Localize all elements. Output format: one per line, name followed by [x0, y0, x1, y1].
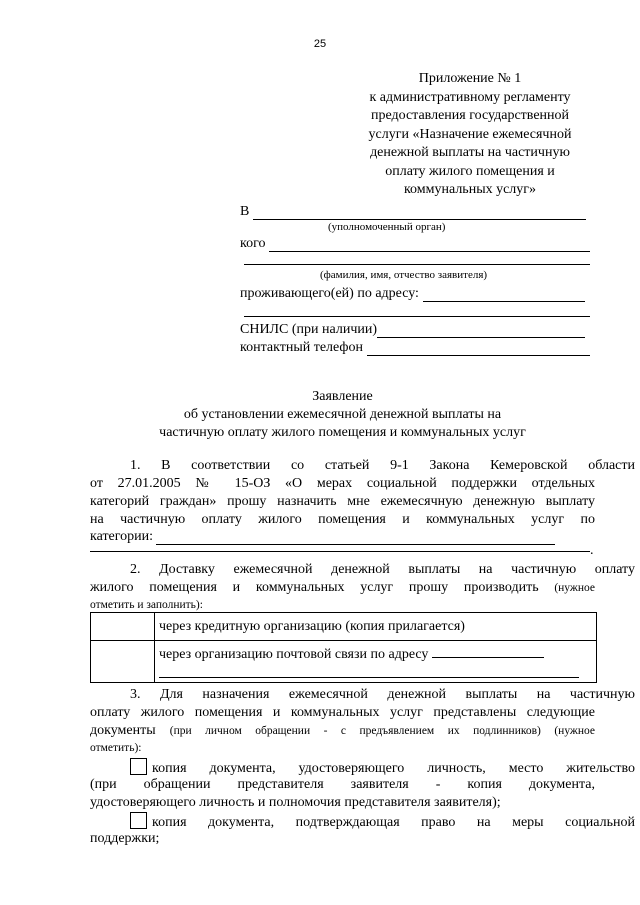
to-label: В: [240, 204, 250, 219]
to-caption: (уполномоченный орган): [328, 221, 446, 233]
rights-doc-line: поддержки;: [90, 831, 160, 846]
category-field[interactable]: [156, 532, 555, 545]
post-option-label: через организацию почтовой связи по адресу: [159, 647, 429, 662]
section3-line: оплату жилого помещения и коммунальных услуг представлены следующие: [90, 705, 595, 720]
address-block: [240, 200, 590, 360]
category-end-mark: .: [590, 543, 594, 558]
from-row: [240, 234, 590, 252]
post-address-field[interactable]: [432, 645, 544, 658]
section2-line: [90, 579, 595, 598]
bank-checkbox-cell[interactable]: [91, 613, 155, 641]
section3-line3-main: документы: [90, 723, 156, 738]
document-title: [90, 388, 595, 442]
section3-line: [90, 722, 595, 741]
section1-line: от 27.01.2005 № 15-ОЗ «О мерах социальной поддержки отдельных: [90, 476, 595, 491]
title-line: частичную оплату жилого помещения и коммунальных услуг: [159, 425, 526, 440]
section3-line3-note: (при личном обращении - с предъявлением их подлинников) (нужное: [169, 725, 596, 737]
appendix-line: денежной выплаты на частичную: [370, 145, 570, 160]
appendix-line: предоставления государственной: [370, 108, 570, 123]
identity-doc-line: удостоверяющего личность и полномочия представителя заявителя);: [90, 795, 501, 810]
snils-row: [240, 320, 585, 338]
title-line: Заявление: [312, 389, 373, 404]
phone-row: [240, 338, 590, 356]
identity-doc-item: [90, 758, 635, 778]
appendix-line: коммунальных услуг»: [403, 182, 537, 197]
post-checkbox-cell[interactable]: [91, 641, 155, 683]
from-field[interactable]: [269, 238, 590, 252]
delivery-options-table: [90, 612, 597, 683]
residence-row: [240, 284, 585, 302]
appendix-header: [350, 70, 590, 200]
to-row: [240, 202, 590, 220]
identity-doc-checkbox[interactable]: [130, 758, 147, 775]
section3-line: 3. Для назначения ежемесячной денежной выплаты на частичную: [130, 687, 635, 702]
snils-field[interactable]: [377, 324, 585, 338]
identity-doc-line: (при обращении представителя заявителя - копия документа,: [90, 777, 595, 792]
identity-doc-text: копия документа, удостоверяющего личность, место жительство: [152, 761, 635, 776]
bank-option-label: через кредитную организацию (копия прилагается): [155, 613, 597, 641]
from-caption: (фамилия, имя, отчество заявителя): [320, 269, 488, 281]
appendix-line: Приложение № 1: [418, 71, 522, 86]
section2-line2-note: (нужное: [554, 582, 596, 594]
section2-line: 2. Доставку ежемесячной денежной выплаты на частичную оплату: [130, 562, 635, 577]
delivery-option-post: [91, 641, 597, 683]
post-option-cell: [155, 641, 597, 683]
section1-line: на частичную оплату жилого помещения и коммунальных услуг по: [90, 512, 595, 527]
title-line: об установлении ежемесячной денежной выплаты на: [183, 407, 502, 422]
phone-field[interactable]: [367, 342, 590, 356]
section1-line: 1. В соответствии со статьей 9-1 Закона Кемеровской области: [130, 458, 635, 473]
page-number: 25: [313, 38, 327, 50]
section1-line: категорий граждан» прошу назначить мне ежемесячную денежную выплату: [90, 494, 595, 509]
section2-line3-note: отметить и заполнить):: [90, 599, 203, 611]
appendix-line: к административному регламенту: [369, 89, 571, 105]
from-field-line2[interactable]: [244, 264, 590, 265]
to-field[interactable]: [253, 206, 586, 220]
section3-line4-note: отметить):: [90, 742, 142, 754]
appendix-line: оплату жилого помещения и: [385, 163, 555, 179]
rights-doc-text: копия документа, подтверждающая право на меры социальной: [152, 815, 635, 830]
phone-label: контактный телефон: [240, 340, 363, 355]
delivery-option-bank: [91, 613, 597, 641]
residence-field[interactable]: [423, 288, 585, 302]
section2-line2-main: жилого помещения и коммунальных услуг прошу производить: [90, 580, 539, 595]
rights-doc-checkbox[interactable]: [130, 812, 147, 829]
post-address-line2[interactable]: [159, 667, 579, 678]
category-label: категории:: [90, 529, 154, 544]
snils-label: СНИЛС (при наличии): [240, 322, 378, 337]
rights-doc-item: [90, 812, 635, 832]
residence-label: проживающего(ей) по адресу:: [240, 286, 419, 301]
residence-field-line2[interactable]: [244, 316, 590, 317]
category-field-line2[interactable]: [90, 551, 590, 552]
from-label: кого: [240, 236, 266, 251]
appendix-line: услуги «Назначение ежемесячной: [368, 126, 572, 142]
category-row: [90, 528, 595, 545]
